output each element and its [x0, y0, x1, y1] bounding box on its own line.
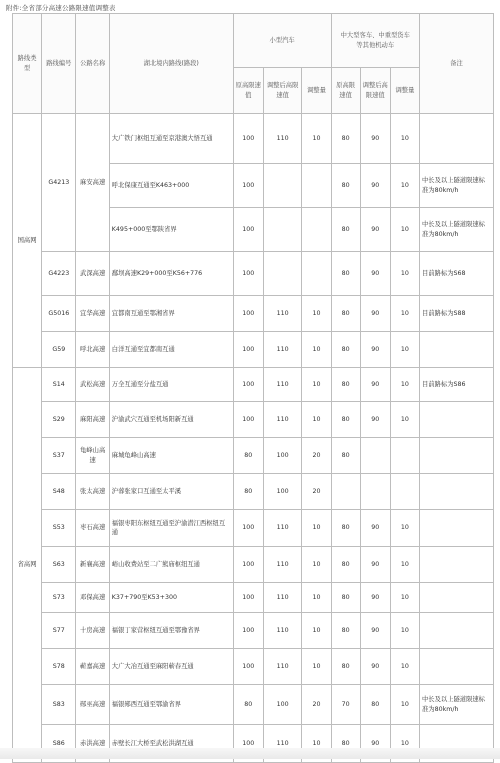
route-code-cell: S14	[42, 368, 76, 402]
route-code-cell: S86	[42, 725, 76, 763]
road-name-cell: 蕲嘉高速	[76, 649, 109, 685]
remark-cell: 中长及以上隧道限速标准为80km/h	[420, 164, 494, 208]
remark-cell	[420, 332, 494, 368]
limit-value-cell	[263, 252, 302, 296]
limit-value-cell: 110	[263, 296, 302, 332]
header-route-code: 路线编号	[42, 14, 76, 114]
section-cell: 大广大冶互通至麻阳蕲春互通	[109, 649, 233, 685]
limit-value-cell: 10	[302, 296, 331, 332]
limit-value-cell: 100	[233, 368, 263, 402]
road-name-cell: 十房高速	[76, 613, 109, 649]
limit-value-cell: 10	[390, 296, 419, 332]
section-cell: 万全互通至分盐互通	[109, 368, 233, 402]
limit-value-cell: 10	[390, 164, 419, 208]
limit-value-cell: 100	[233, 164, 263, 208]
limit-value-cell: 100	[263, 438, 302, 474]
header-road-name: 公路名称	[76, 14, 109, 114]
header-small-car: 小型汽车	[233, 14, 331, 68]
table-row	[13, 332, 494, 368]
limit-value-cell: 10	[302, 402, 331, 438]
limit-value-cell: 90	[360, 252, 390, 296]
limit-value-cell: 100	[233, 402, 263, 438]
section-cell: K37+790至K53+300	[109, 583, 233, 613]
section-cell: 沪蓉张家口互通至太平溪	[109, 474, 233, 510]
table-row	[13, 685, 494, 725]
section-cell: 福银枣阳东枢纽互通至沪渝潜江西枢纽互通	[109, 510, 233, 547]
limit-value-cell: 80	[331, 725, 360, 763]
limit-value-cell: 80	[233, 438, 263, 474]
limit-value-cell: 80	[331, 438, 360, 474]
section-cell: 福银丁家营枢纽互通至鄂豫省界	[109, 613, 233, 649]
limit-value-cell	[263, 164, 302, 208]
header-remark: 备注	[420, 14, 494, 114]
section-cell: 峪山收费站至二广熊庙枢纽互通	[109, 547, 233, 583]
limit-value-cell: 110	[263, 725, 302, 763]
limit-value-cell: 110	[263, 547, 302, 583]
limit-value-cell: 10	[390, 583, 419, 613]
limit-value-cell: 80	[331, 296, 360, 332]
limit-value-cell: 10	[302, 583, 331, 613]
header-orig-limit: 原高限速值	[233, 68, 263, 114]
limit-value-cell: 10	[390, 547, 419, 583]
limit-value-cell: 10	[302, 368, 331, 402]
route-code-cell: S48	[42, 474, 76, 510]
limit-value-cell: 10	[302, 114, 331, 164]
limit-value-cell: 10	[302, 649, 331, 685]
section-cell: 鄱坝高速K29+000至K56+776	[109, 252, 233, 296]
limit-value-cell: 10	[390, 613, 419, 649]
section-cell: 白洋互通至宜都南互通	[109, 332, 233, 368]
limit-value-cell: 110	[263, 583, 302, 613]
limit-value-cell	[390, 474, 419, 510]
limit-value-cell: 10	[302, 613, 331, 649]
table-row	[13, 252, 494, 296]
limit-value-cell	[360, 438, 390, 474]
limit-value-cell: 90	[360, 368, 390, 402]
remark-cell: 目前路标为S68	[420, 252, 494, 296]
road-name-cell: 麻阳高速	[76, 402, 109, 438]
limit-value-cell: 10	[390, 649, 419, 685]
limit-value-cell: 10	[390, 402, 419, 438]
limit-value-cell: 80	[331, 402, 360, 438]
limit-value-cell: 110	[263, 613, 302, 649]
limit-value-cell	[331, 474, 360, 510]
limit-value-cell: 100	[233, 547, 263, 583]
speed-limit-table	[12, 13, 494, 763]
table-row	[13, 547, 494, 583]
limit-value-cell: 10	[302, 510, 331, 547]
limit-value-cell: 110	[263, 649, 302, 685]
header-adj-amount-large: 调整量	[390, 68, 419, 114]
limit-value-cell: 10	[302, 725, 331, 763]
limit-value-cell: 10	[302, 547, 331, 583]
limit-value-cell: 90	[360, 208, 390, 252]
limit-value-cell: 90	[360, 725, 390, 763]
header-section: 湖北境内路线(路段)	[109, 14, 233, 114]
section-cell: 麻城龟峰山高速	[109, 438, 233, 474]
section-cell: K495+000至鄂陕省界	[109, 208, 233, 252]
header-new-limit-large: 调整后高限速值	[360, 68, 390, 114]
limit-value-cell	[302, 252, 331, 296]
remark-cell	[420, 474, 494, 510]
limit-value-cell: 90	[360, 649, 390, 685]
table-row	[13, 438, 494, 474]
limit-value-cell: 90	[360, 296, 390, 332]
road-name-cell: 张太高速	[76, 474, 109, 510]
limit-value-cell	[302, 164, 331, 208]
route-code-cell: S53	[42, 510, 76, 547]
remark-cell: 目前路标为S88	[420, 296, 494, 332]
limit-value-cell: 90	[360, 332, 390, 368]
limit-value-cell: 80	[331, 332, 360, 368]
limit-value-cell: 110	[263, 510, 302, 547]
route-code-cell: G59	[42, 332, 76, 368]
section-cell: 宜都南互通至鄂湘省界	[109, 296, 233, 332]
section-cell: 赤壁长江大桥至武松洪湖互通	[109, 725, 233, 763]
section-cell: 大广铁门枢纽互通至京港澳大悟互通	[109, 114, 233, 164]
limit-value-cell: 110	[263, 402, 302, 438]
limit-value-cell	[360, 474, 390, 510]
road-name-cell: 宜华高速	[76, 296, 109, 332]
limit-value-cell: 100	[233, 296, 263, 332]
road-name-cell: 龟峰山高速	[76, 438, 109, 474]
limit-value-cell: 100	[233, 332, 263, 368]
limit-value-cell: 90	[360, 613, 390, 649]
limit-value-cell	[302, 208, 331, 252]
limit-value-cell: 90	[360, 402, 390, 438]
document-title: 附件:全省部分高速公路限速值调整表	[6, 4, 116, 12]
limit-value-cell: 10	[390, 725, 419, 763]
header-row-top	[13, 14, 494, 68]
route-code-cell: G5016	[42, 296, 76, 332]
remark-cell: 中长及以上隧道限速标准为80km/h	[420, 685, 494, 725]
remark-cell: 目前路标为S86	[420, 368, 494, 402]
page-bottom-edge	[0, 748, 500, 759]
table-row	[13, 474, 494, 510]
limit-value-cell: 100	[233, 510, 263, 547]
remark-cell	[420, 402, 494, 438]
road-name-cell: 新襄高速	[76, 547, 109, 583]
limit-value-cell: 110	[263, 114, 302, 164]
limit-value-cell: 10	[390, 114, 419, 164]
header-network-type: 路线类型	[13, 14, 42, 114]
limit-value-cell: 100	[263, 474, 302, 510]
road-name-cell: 麻安高速	[76, 114, 109, 252]
road-name-cell: 武深高速	[76, 252, 109, 296]
limit-value-cell: 100	[233, 583, 263, 613]
limit-value-cell: 100	[233, 649, 263, 685]
route-code-cell: S29	[42, 402, 76, 438]
header-adj-amount: 调整量	[302, 68, 331, 114]
limit-value-cell: 80	[331, 510, 360, 547]
table-row	[13, 649, 494, 685]
road-name-cell: 呼北高速	[76, 332, 109, 368]
limit-value-cell: 10	[390, 208, 419, 252]
limit-value-cell: 10	[302, 332, 331, 368]
remark-cell	[420, 583, 494, 613]
table-row	[13, 402, 494, 438]
limit-value-cell: 80	[331, 613, 360, 649]
road-name-cell: 枣石高速	[76, 510, 109, 547]
limit-value-cell: 10	[390, 510, 419, 547]
header-large-vehicle: 中大型客车、中重型货车 等其他机动车	[331, 14, 419, 68]
limit-value-cell: 80	[331, 208, 360, 252]
remark-cell	[420, 114, 494, 164]
table-row	[13, 114, 494, 164]
limit-value-cell: 100	[233, 114, 263, 164]
table-row	[13, 368, 494, 402]
limit-value-cell: 90	[360, 583, 390, 613]
section-cell: 福银郧西互通至鄂渝省界	[109, 685, 233, 725]
route-code-cell: G4223	[42, 252, 76, 296]
limit-value-cell: 110	[263, 368, 302, 402]
route-code-cell: S83	[42, 685, 76, 725]
limit-value-cell: 20	[302, 474, 331, 510]
road-name-cell: 邓保高速	[76, 583, 109, 613]
road-name-cell: 郧巫高速	[76, 685, 109, 725]
remark-cell	[420, 649, 494, 685]
limit-value-cell: 80	[331, 114, 360, 164]
limit-value-cell: 20	[302, 685, 331, 725]
limit-value-cell: 100	[233, 208, 263, 252]
limit-value-cell: 10	[390, 368, 419, 402]
route-code-cell: S73	[42, 583, 76, 613]
limit-value-cell: 10	[390, 685, 419, 725]
table-row	[13, 613, 494, 649]
limit-value-cell: 100	[233, 613, 263, 649]
limit-value-cell: 80	[331, 649, 360, 685]
limit-value-cell	[263, 208, 302, 252]
section-cell: 呼北保康互通至K463+000	[109, 164, 233, 208]
header-orig-limit-large: 原高限速值	[331, 68, 360, 114]
limit-value-cell: 90	[360, 547, 390, 583]
limit-value-cell: 100	[263, 685, 302, 725]
limit-value-cell: 80	[331, 164, 360, 208]
table-row	[13, 296, 494, 332]
limit-value-cell: 80	[233, 685, 263, 725]
limit-value-cell: 80	[331, 583, 360, 613]
limit-value-cell: 70	[331, 685, 360, 725]
limit-value-cell: 80	[360, 685, 390, 725]
limit-value-cell: 90	[360, 510, 390, 547]
limit-value-cell: 110	[263, 332, 302, 368]
limit-value-cell: 80	[331, 368, 360, 402]
limit-value-cell: 100	[233, 725, 263, 763]
limit-value-cell: 100	[233, 252, 263, 296]
remark-cell	[420, 613, 494, 649]
limit-value-cell: 90	[360, 164, 390, 208]
remark-cell	[420, 438, 494, 474]
limit-value-cell: 20	[302, 438, 331, 474]
limit-value-cell: 80	[331, 547, 360, 583]
limit-value-cell	[390, 438, 419, 474]
limit-value-cell: 10	[390, 252, 419, 296]
road-name-cell: 武松高速	[76, 368, 109, 402]
limit-value-cell: 80	[233, 474, 263, 510]
route-code-cell: S37	[42, 438, 76, 474]
route-code-cell: S77	[42, 613, 76, 649]
route-code-cell: G4213	[42, 114, 76, 252]
remark-cell	[420, 547, 494, 583]
group-label: 省高网	[13, 368, 42, 763]
route-code-cell: S78	[42, 649, 76, 685]
table-row	[13, 510, 494, 547]
limit-value-cell: 90	[360, 114, 390, 164]
remark-cell: 中长及以上隧道限速标准为80km/h	[420, 208, 494, 252]
group-label: 国高网	[13, 114, 42, 368]
limit-value-cell: 10	[390, 332, 419, 368]
limit-value-cell: 80	[331, 252, 360, 296]
route-code-cell: S63	[42, 547, 76, 583]
table-row	[13, 583, 494, 613]
remark-cell	[420, 510, 494, 547]
header-new-limit: 调整后高限速值	[263, 68, 302, 114]
road-name-cell: 赤洪高速	[76, 725, 109, 763]
section-cell: 沪渝武穴互通至机场阳新互通	[109, 402, 233, 438]
